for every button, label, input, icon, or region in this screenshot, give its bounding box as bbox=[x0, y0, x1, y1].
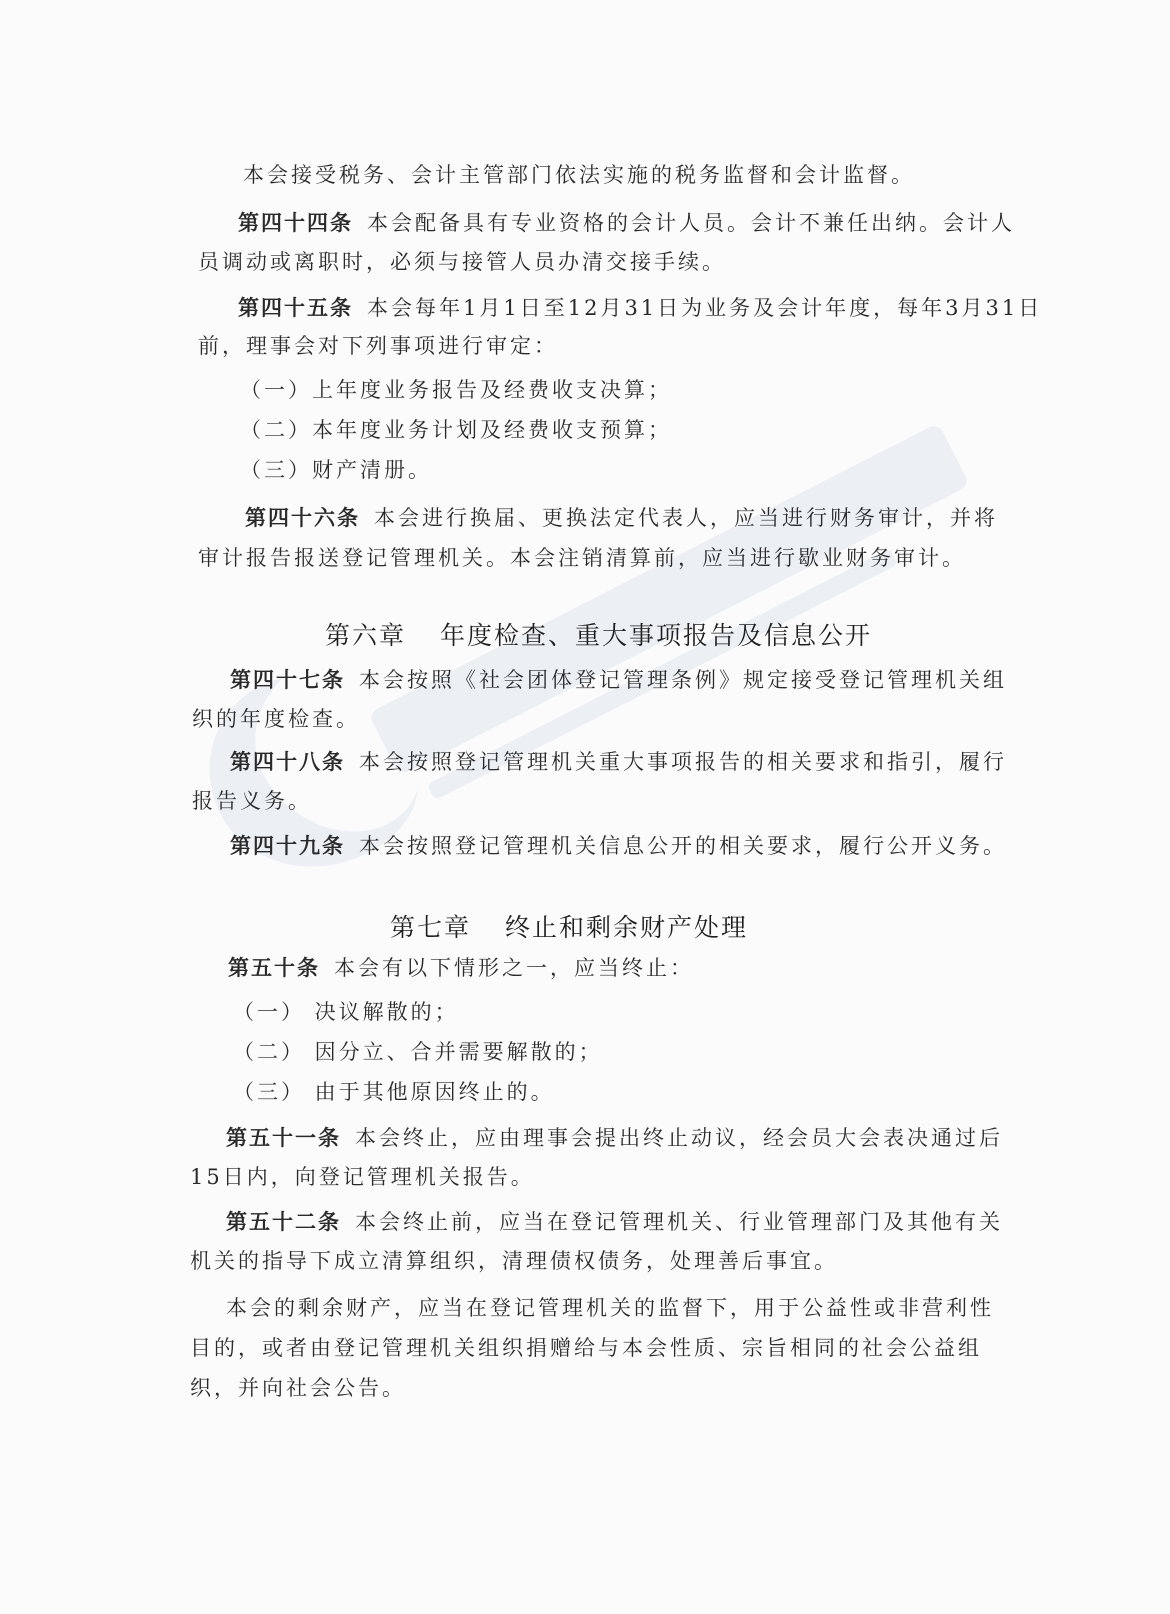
paragraph-line: 机关的指导下成立清算组织，清理债权债务，处理善后事宜。 bbox=[190, 1249, 838, 1273]
article-label: 第四十九条 bbox=[230, 834, 345, 858]
paragraph-line: 报告义务。 bbox=[192, 789, 312, 813]
article-label: 第五十二条 bbox=[226, 1210, 341, 1234]
list-item: （三） 由于其他原因终止的。 bbox=[233, 1080, 555, 1104]
article-label: 第五十条 bbox=[228, 956, 320, 980]
article-44: 第四十四条 本会配备具有专业资格的会计人员。会计不兼任出纳。会计人 bbox=[238, 211, 1015, 235]
article-label: 第四十五条 bbox=[238, 296, 353, 320]
list-item: （二） 因分立、合并需要解散的； bbox=[233, 1040, 603, 1064]
article-52: 第五十二条 本会终止前，应当在登记管理机关、行业管理部门及其他有关 bbox=[226, 1210, 1003, 1234]
article-label: 第四十八条 bbox=[230, 750, 345, 774]
paragraph-line: 本会接受税务、会计主管部门依法实施的税务监督和会计监督。 bbox=[243, 163, 915, 187]
list-item: （二）本年度业务计划及经费收支预算； bbox=[240, 418, 672, 442]
article-48: 第四十八条 本会按照登记管理机关重大事项报告的相关要求和指引，履行 bbox=[230, 750, 1007, 774]
article-label: 第四十四条 bbox=[238, 211, 353, 235]
article-label: 第四十六条 bbox=[245, 506, 360, 530]
paragraph-line: 目的，或者由登记管理机关组织捐赠给与本会性质、宗旨相同的社会公益组 bbox=[190, 1336, 982, 1360]
list-item: （一）上年度业务报告及经费收支决算； bbox=[240, 378, 672, 402]
article-49: 第四十九条 本会按照登记管理机关信息公开的相关要求，履行公开义务。 bbox=[230, 834, 1007, 858]
article-51: 第五十一条 本会终止，应由理事会提出终止动议，经会员大会表决通过后 bbox=[226, 1126, 1003, 1150]
paragraph-line: 员调动或离职时，必须与接管人员办清交接手续。 bbox=[198, 250, 726, 274]
article-46: 第四十六条 本会进行换届、更换法定代表人，应当进行财务审计，并将 bbox=[245, 506, 998, 530]
chapter-heading-6 bbox=[325, 623, 872, 648]
chapter-title: 终止和剩余财产处理 bbox=[505, 913, 749, 942]
paragraph-line: 审计报告报送登记管理机关。本会注销清算前，应当进行歇业财务审计。 bbox=[198, 546, 966, 570]
paragraph-line: 织，并向社会公告。 bbox=[190, 1376, 406, 1400]
list-item: （一） 决议解散的； bbox=[233, 1000, 459, 1024]
article-label: 第五十一条 bbox=[226, 1126, 341, 1150]
article-47: 第四十七条 本会按照《社会团体登记管理条例》规定接受登记管理机关组 bbox=[230, 668, 1007, 692]
chapter-number: 第七章 bbox=[390, 913, 472, 942]
paragraph-line: 前，理事会对下列事项进行审定： bbox=[198, 334, 558, 358]
chapter-title: 年度检查、重大事项报告及信息公开 bbox=[440, 621, 873, 650]
article-45: 第四十五条 本会每年1月1日至12月31日为业务及会计年度，每年3月31日 bbox=[238, 296, 1043, 320]
chapter-number: 第六章 bbox=[325, 621, 407, 650]
list-item: （三）财产清册。 bbox=[240, 458, 432, 482]
paragraph-line: 15日内，向登记管理机关报告。 bbox=[190, 1165, 535, 1189]
article-50: 第五十条 本会有以下情形之一，应当终止： bbox=[228, 956, 694, 980]
paragraph-line: 织的年度检查。 bbox=[192, 707, 360, 731]
chapter-heading-7 bbox=[390, 915, 748, 940]
paragraph-line: 本会的剩余财产，应当在登记管理机关的监督下，用于公益性或非营利性 bbox=[226, 1296, 994, 1320]
article-label: 第四十七条 bbox=[230, 668, 345, 692]
